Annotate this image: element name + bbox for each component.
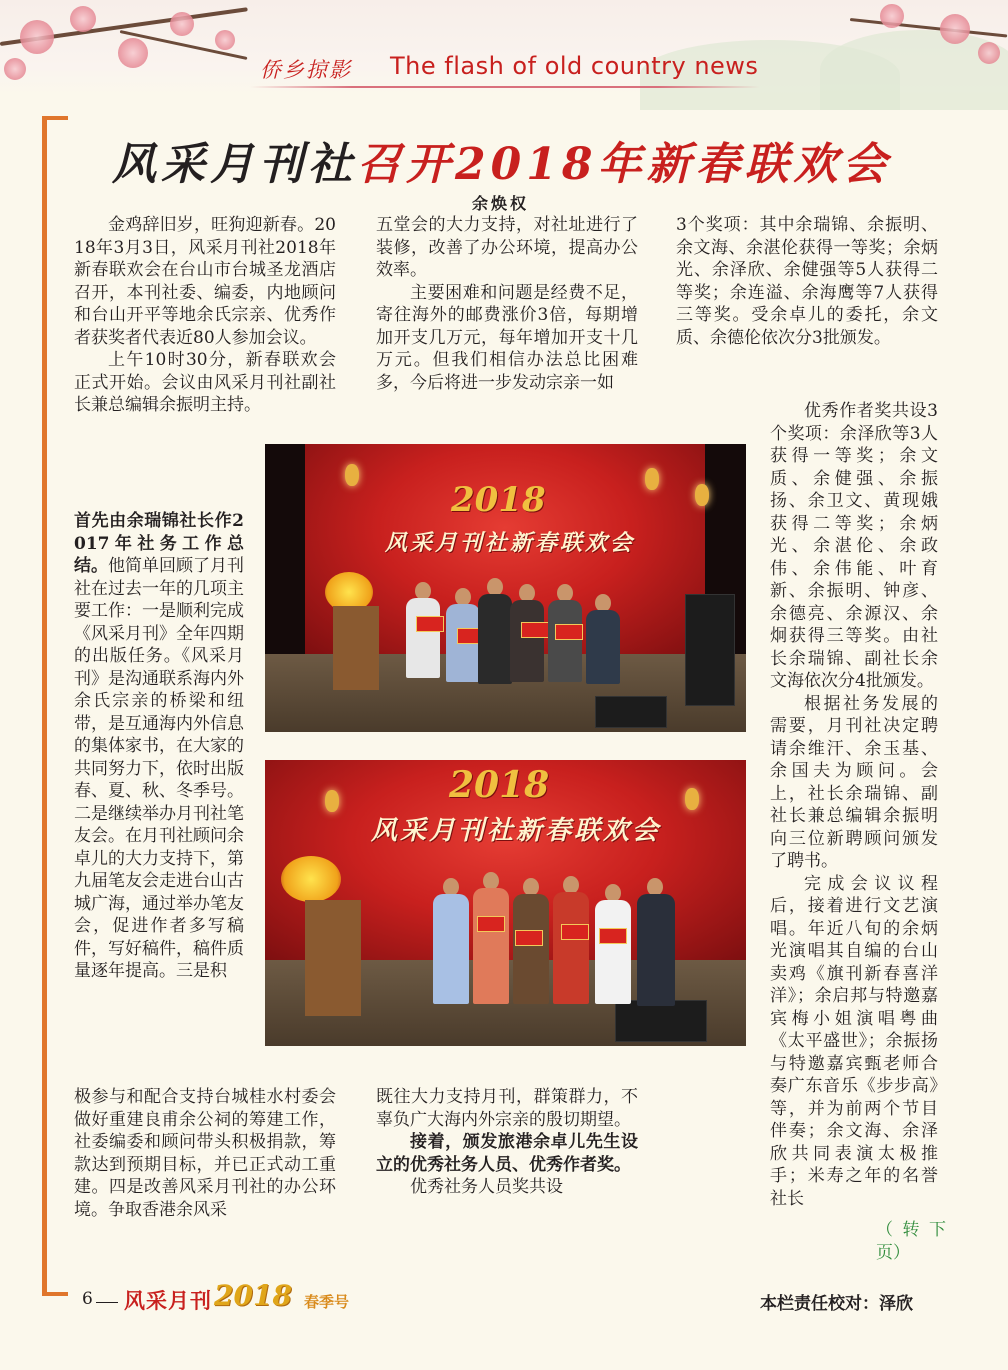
banner-year: 2018 bbox=[451, 480, 546, 520]
continued-marker: （转下页） bbox=[876, 1220, 946, 1263]
decor-hill bbox=[820, 30, 1008, 110]
paragraph: 金鸡辞旧岁，旺狗迎新春。2018年3月3日，风采月刊社2018年新春联欢会在台山市台城圣龙酒店召开，本刊社委、编委，内地顾问和台山开平等地余氏宗亲、优秀作者获奖者代表近80人参加会议。 bbox=[74, 215, 336, 348]
certificate bbox=[561, 924, 589, 940]
section-title-en: The flash of old country news bbox=[390, 52, 759, 80]
photo-award-ceremony-2 bbox=[265, 760, 746, 1046]
person bbox=[586, 610, 620, 684]
paragraph: 上午10时30分，新春联欢会正式开始。会议由风采月刊社副社长兼总编辑余振明主持。 bbox=[74, 350, 336, 415]
frame-top-tick bbox=[42, 116, 68, 120]
blossom-icon bbox=[4, 58, 26, 80]
blossom-icon bbox=[170, 12, 194, 36]
proofreader-credit: 本栏责任校对：泽欣 bbox=[760, 1294, 913, 1314]
photo-award-ceremony-1 bbox=[265, 444, 746, 732]
column-1-narrow bbox=[74, 510, 244, 983]
column-3-end bbox=[876, 1219, 946, 1264]
person bbox=[595, 900, 631, 1004]
person bbox=[473, 888, 509, 1004]
lantern-icon bbox=[695, 484, 709, 506]
banner-year: 2018 bbox=[449, 764, 550, 806]
blossom-icon bbox=[70, 6, 96, 32]
frame-bar bbox=[42, 116, 47, 1296]
footer-year: 2018 bbox=[214, 1279, 292, 1312]
person bbox=[513, 894, 549, 1004]
podium bbox=[333, 606, 379, 690]
blossom-icon bbox=[940, 14, 970, 44]
section-title-cn: 侨乡掠影 bbox=[260, 58, 352, 82]
paragraph-bold: 首先由余瑞锦社长作2017年社务工作总结。 bbox=[74, 511, 244, 576]
person bbox=[637, 894, 675, 1006]
magazine-name: 风采月刊 bbox=[124, 1289, 212, 1313]
paragraph-bold: 接着，颁发旅港余卓儿先生设立的优秀社务人员、优秀作者奖。 bbox=[376, 1132, 638, 1175]
flower-arrangement bbox=[281, 856, 341, 902]
banner-text: 风采月刊社新春联欢会 bbox=[371, 816, 662, 846]
person bbox=[478, 594, 512, 684]
paragraph: 优秀作者奖共设3个奖项：余泽欣等3人获得一等奖；余文质、余健强、余振扬、余卫文、黄现娥获得二等奖；余炳光、余湛伦、余政伟、余伟能、叶育新、余振明、钟彦、余德亮、余源汉、余炯获得三等奖。由社长余瑞锦、副社长余文海依次分4批颁发。 bbox=[770, 401, 938, 691]
lantern-icon bbox=[645, 468, 659, 490]
person bbox=[510, 600, 544, 682]
lantern-icon bbox=[325, 790, 339, 812]
lantern-icon bbox=[345, 464, 359, 486]
certificate bbox=[599, 928, 627, 944]
blossom-icon bbox=[20, 20, 54, 54]
article-title-part2: 召开2018年新春联欢会 bbox=[357, 139, 892, 190]
certificate bbox=[477, 916, 505, 932]
person bbox=[433, 894, 469, 1004]
blossom-icon bbox=[978, 42, 1000, 64]
page-number: 6 bbox=[82, 1289, 93, 1309]
speaker bbox=[595, 696, 667, 728]
column-3-top bbox=[676, 214, 938, 349]
person bbox=[548, 600, 582, 682]
paragraph: 既往大力支持月刊，群策群力，不辜负广大海内外宗亲的殷切期望。 bbox=[376, 1087, 638, 1130]
column-2-bottom bbox=[376, 1086, 638, 1199]
article-title bbox=[112, 128, 902, 188]
certificate bbox=[515, 930, 543, 946]
column-1-bottom bbox=[74, 1086, 336, 1221]
lantern-icon bbox=[685, 788, 699, 810]
certificate bbox=[416, 616, 444, 632]
person bbox=[553, 892, 589, 1004]
article-title-part1: 风采月刊社 bbox=[112, 139, 357, 190]
column-1-top bbox=[74, 214, 336, 417]
paragraph: 五堂会的大力支持，对社址进行了装修，改善了办公环境，提高办公效率。 bbox=[376, 215, 638, 280]
footer-rule bbox=[96, 1302, 118, 1303]
page-header bbox=[0, 0, 1008, 96]
issue-season: 春季号 bbox=[304, 1293, 350, 1311]
paragraph: 根据社务发展的需要，月刊社决定聘请余维汗、余玉基、余国夫为顾问。会上，社长余瑞锦、副社长兼总编辑余振明向三位新聘顾问颁发了聘书。 bbox=[770, 693, 938, 871]
paragraph: 优秀社务人员奖共设 bbox=[410, 1177, 563, 1197]
certificate bbox=[521, 622, 549, 638]
speaker bbox=[615, 1000, 707, 1042]
blossom-icon bbox=[118, 38, 148, 68]
banner-text: 风采月刊社新春联欢会 bbox=[385, 530, 636, 556]
podium bbox=[305, 900, 361, 1016]
frame-bottom-tick bbox=[42, 1292, 68, 1296]
paragraph-cont: 他简单回顾了月刊社在过去一年的几项主要工作：一是顺利完成《风采月刊》全年四期的出版任务。《风采月刊》是沟通联系海内外余氏宗亲的桥梁和纽带，是互通海内外信息的集体家书，在大家的共同努力下，依时出版春、夏、秋、冬季号。二是继续举办月刊社笔友会。在月刊社顾问余卓儿的大力支持下，第九届笔友会走进台山古城广海，通过举办笔友会，促进作者多写稿件，写好稿件，稿件质量逐年提高。三是积 bbox=[74, 556, 244, 981]
column-2-top bbox=[376, 214, 638, 394]
paragraph: 完成会议议程后，接着进行文艺演唱。年近八旬的余炳光演唱其自编的台山卖鸡《旗刊新春喜洋洋》；余启邦与特邀嘉宾梅小姐演唱粤曲《太平盛世》；余振扬与特邀嘉宾甄老师合奏广东音乐《步步高》等，并为前两个节目伴奏；余文海、余泽欣共同表演太极推手；米寿之年的名誉社长 bbox=[770, 873, 938, 1209]
paragraph: 极参与和配合支持台城桂水村委会做好重建良甫余公祠的筹建工作，社委编委和顾问带头积极捐款，筹款达到预期目标，并已正式动工重建。四是改善风采月刊社的办公环境。争取香港余风采 bbox=[74, 1087, 336, 1220]
article-author: 余焕权 bbox=[472, 194, 530, 213]
person bbox=[406, 598, 440, 678]
column-3-narrow bbox=[770, 400, 938, 1210]
paragraph: 主要困难和问题是经费不足，寄往海外的邮费涨价3倍，每期增加开支几万元，每年增加开支十几万元。但我们相信办法总比困难多，今后将进一步发动宗亲一如 bbox=[376, 282, 638, 393]
paragraph: 3个奖项：其中余瑞锦、余振明、余文海、余湛伦获得一等奖；余炳光、余泽欣、余健强等5人获得二等奖；余连溢、余海鹰等7人获得三等奖。受余卓儿的委托，余文质、余德伦依次分3批颁发。 bbox=[676, 215, 938, 348]
section-underline bbox=[250, 86, 760, 88]
blossom-icon bbox=[215, 30, 235, 50]
speaker bbox=[685, 594, 735, 706]
section-banner bbox=[250, 52, 760, 84]
certificate bbox=[555, 624, 583, 640]
blossom-icon bbox=[880, 4, 904, 28]
